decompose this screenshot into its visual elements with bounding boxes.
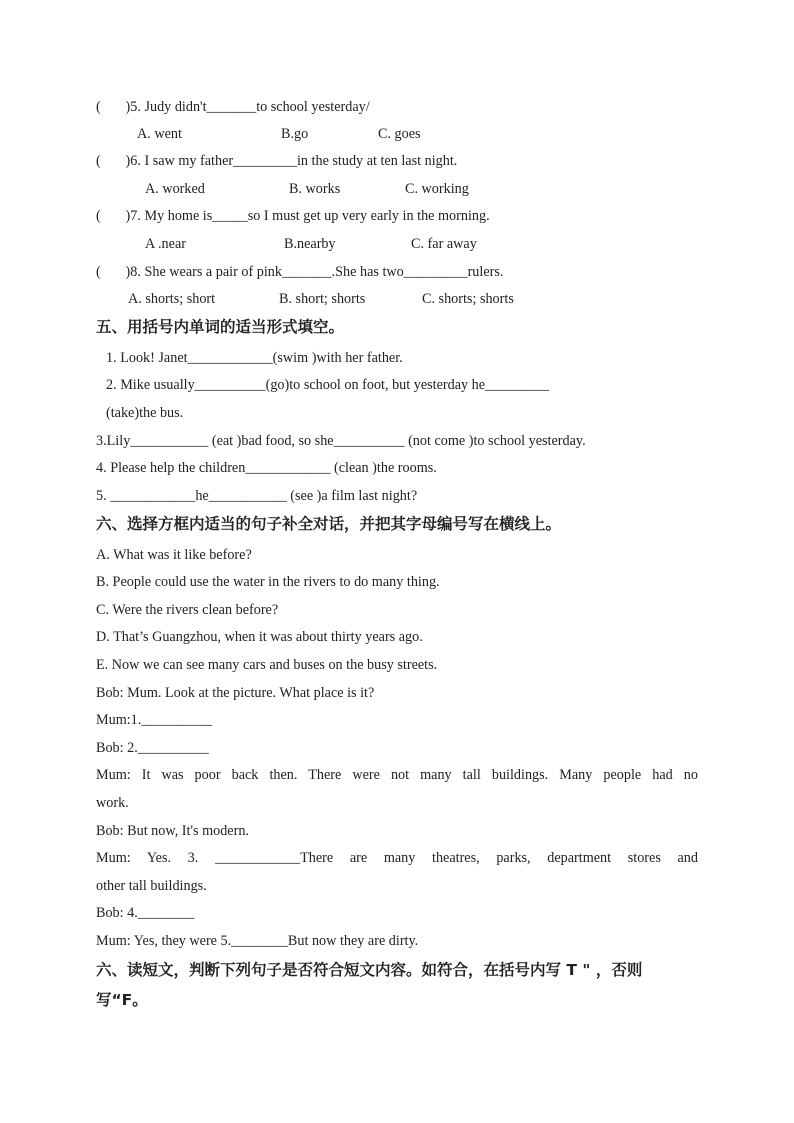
dialogue-line-8: Mum: Yes, they were 5.________But now they are dirty.: [96, 933, 419, 949]
option-e: E. Now we can see many cars and buses on the busy streets.: [96, 657, 438, 673]
dialogue-line-4: Mum: It was poor back then. There were not many tall buildings. Many people had no: [96, 767, 698, 783]
dialogue-line-2: Mum:1.__________: [96, 712, 213, 728]
dialogue-line-5: Bob: But now, It's modern.: [96, 823, 249, 839]
question-5-option-b: B.go: [281, 126, 309, 142]
question-6-option-c: C. working: [405, 181, 469, 197]
question-6-option-b: B. works: [289, 181, 341, 197]
question-5-option-c: C. goes: [378, 126, 421, 142]
fill-blank-3: 3.Lily___________ (eat )bad food, so she__________ (not come )to school yesterday.: [96, 433, 586, 449]
fill-blank-1: 1. Look! Janet____________(swim )with her father.: [106, 350, 403, 366]
reading-section-heading-continued: 写“F。: [96, 991, 148, 1009]
option-c: C. Were the rivers clean before?: [96, 602, 279, 618]
option-a: A. What was it like before?: [96, 547, 252, 563]
dialogue-line-4-continued: work.: [96, 795, 129, 811]
question-6-stem: ( )6. I saw my father_________in the study at ten last night.: [96, 153, 458, 169]
dialogue-line-6-continued: other tall buildings.: [96, 878, 207, 894]
reading-section-heading: 六、读短文，判断下列句子是否符合短文内容。如符合，在括号内写 T " ，否则: [96, 961, 643, 979]
question-8-option-b: B. short; shorts: [279, 291, 366, 307]
dialogue-line-3: Bob: 2.__________: [96, 740, 209, 756]
question-8-option-c: C. shorts; shorts: [422, 291, 514, 307]
dialogue-line-1: Bob: Mum. Look at the picture. What place is it?: [96, 685, 375, 701]
option-d: D. That’s Guangzhou, when it was about thirty years ago.: [96, 629, 423, 645]
option-b: B. People could use the water in the rivers to do many thing.: [96, 574, 440, 590]
question-6-option-a: A. worked: [145, 181, 205, 197]
section-6-heading: 六、选择方框内适当的句子补全对话，并把其字母编号写在横线上。: [96, 515, 562, 533]
question-5-option-a: A. went: [137, 126, 182, 142]
question-7-option-c: C. far away: [411, 236, 477, 252]
fill-blank-2-continued: (take)the bus.: [106, 405, 184, 421]
fill-blank-4: 4. Please help the children____________ (clean )the rooms.: [96, 460, 437, 476]
question-8-stem: ( )8. She wears a pair of pink_______.She has two_________rulers.: [96, 264, 504, 280]
dialogue-line-7: Bob: 4.________: [96, 905, 195, 921]
question-7-option-a: A .near: [145, 236, 186, 252]
dialogue-line-6: Mum: Yes. 3. ____________There are many theatres, parks, department stores and: [96, 850, 698, 866]
question-7-stem: ( )7. My home is_____so I must get up very early in the morning.: [96, 208, 490, 224]
question-7-option-b: B.nearby: [284, 236, 336, 252]
fill-blank-5: 5. ____________he___________ (see )a film last night?: [96, 488, 418, 504]
question-8-option-a: A. shorts; short: [128, 291, 216, 307]
fill-blank-2: 2. Mike usually__________(go)to school on foot, but yesterday he_________: [106, 377, 549, 393]
section-5-heading: 五、用括号内单词的适当形式填空。: [96, 318, 345, 336]
question-5-stem: ( )5. Judy didn't_______to school yesterday/: [96, 99, 370, 115]
